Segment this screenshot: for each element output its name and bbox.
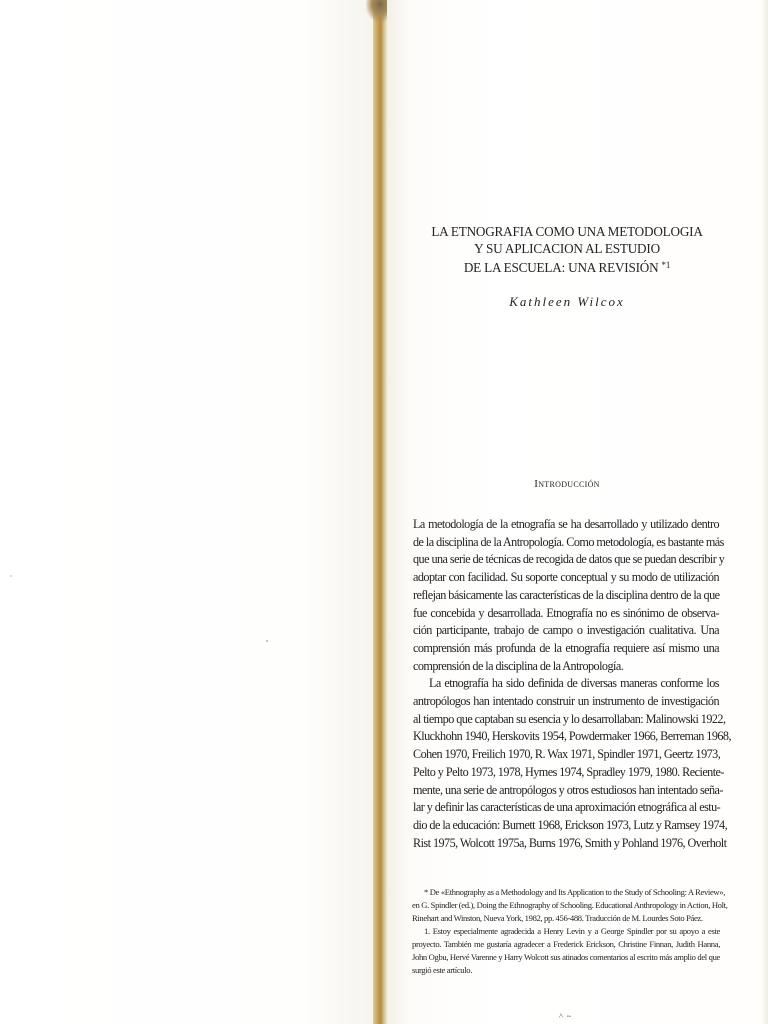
- body-line: fue concebida y desarrollada. Etnografía no es sinónimo de observa-: [413, 605, 719, 620]
- footnote-line: Rinehart and Winston, Nueva York, 1982, pp. 456-488. Traducción de M. Lourdes Soto Páez.: [412, 913, 703, 923]
- body-line: comprensión de la disciplina de la Antropología.: [413, 658, 624, 673]
- body-line: comprensión más profunda de la etnografía requiere así mismo una: [413, 640, 719, 655]
- title-line: [430, 257, 704, 276]
- body-line: Pelto y Pelto 1973, 1978, Hymes 1974, Spradley 1979, 1980. Reciente-: [413, 764, 724, 779]
- body-line: ción participante, trabajo de campo o investigación cualitativa. Una: [413, 623, 719, 638]
- right-page: [387, 0, 768, 1024]
- section-heading: Introducción: [534, 478, 600, 490]
- article-title: [430, 223, 704, 276]
- body-line: Kluckhohn 1940, Herskovits 1954, Powdermaker 1966, Berreman 1968,: [413, 729, 731, 744]
- body-line: dio de la educación: Burnett 1968, Erickson 1973, Lutz y Ramsey 1974,: [413, 817, 728, 832]
- footnote-marker: *1: [661, 260, 671, 270]
- footnotes: [412, 886, 728, 977]
- footnote-line: en G. Spindler (ed.), Doing the Ethnography of Schooling. Educational Anthropology in Action, Holt,: [412, 900, 728, 910]
- book-spine-gutter: [373, 0, 387, 1024]
- footnote-line: proyecto. También me gustaría agradecer a Frederick Erickson, Christine Finnan, Judith Hanna,: [412, 939, 720, 949]
- footnote-line: * De «Ethnography as a Methodology and Its Application to the Study of Schooling: A Review»,: [424, 887, 726, 897]
- body-line: que una serie de técnicas de recogida de datos que se puedan describir y: [413, 552, 725, 567]
- footnote-line: 1. Estoy especialmente agradecida a Henry Levin y a George Spindler por su apoyo a este: [424, 926, 720, 936]
- body-text: [413, 516, 731, 852]
- body-line: La etnografía ha sido definida de diversas maneras conforme los: [429, 676, 719, 691]
- body-line: antropólogos han intentado construir un instrumento de investigación: [413, 694, 719, 709]
- title-line-text: DE LA ESCUELA: UNA REVISIÓN: [463, 260, 659, 275]
- title-line: Y SU APLICACION AL ESTUDIO: [474, 241, 660, 256]
- body-line: mente, una serie de antropólogos y otros estudiosos han intentado seña-: [413, 782, 723, 797]
- body-line: reflejan básicamente las características de la disciplina dentro de la que: [413, 587, 720, 602]
- body-line: de la disciplina de la Antropología. Como metodología, es bastante más: [413, 534, 724, 549]
- paper-speck: [10, 575, 12, 577]
- footnote-line: John Ogbu, Hervé Varenne y Harry Wolcott sus atinados comentarios al escrito más amplio del que: [412, 952, 720, 962]
- body-line: adoptar con facilidad. Su soporte conceptual y su modo de utilización: [413, 570, 719, 585]
- title-line: LA ETNOGRAFIA COMO UNA METODOLOGIA: [431, 224, 703, 239]
- article-author: Kathleen Wilcox: [509, 294, 625, 309]
- page-edge: [762, 0, 768, 1024]
- body-line: Rist 1975, Wolcott 1975a, Burns 1976, Smith y Pohland 1976, Overholt: [413, 835, 727, 850]
- footnote-line: surgió este artículo.: [412, 965, 473, 975]
- left-blank-page: [0, 0, 374, 1024]
- page-number: ^ ~: [559, 1012, 573, 1021]
- body-line: Cohen 1970, Freilich 1970, R. Wax 1971, Spindler 1971, Geertz 1973,: [413, 747, 721, 762]
- paper-speck: [266, 640, 268, 642]
- body-line: lar y definir las características de una aproximación etnográfica al estu-: [413, 800, 721, 815]
- body-line: al tiempo que captaban su esencia y lo desarrollaban: Malinowski 1922,: [413, 711, 726, 726]
- body-line: La metodología de la etnografía se ha desarrollado y utilizado dentro: [413, 517, 719, 531]
